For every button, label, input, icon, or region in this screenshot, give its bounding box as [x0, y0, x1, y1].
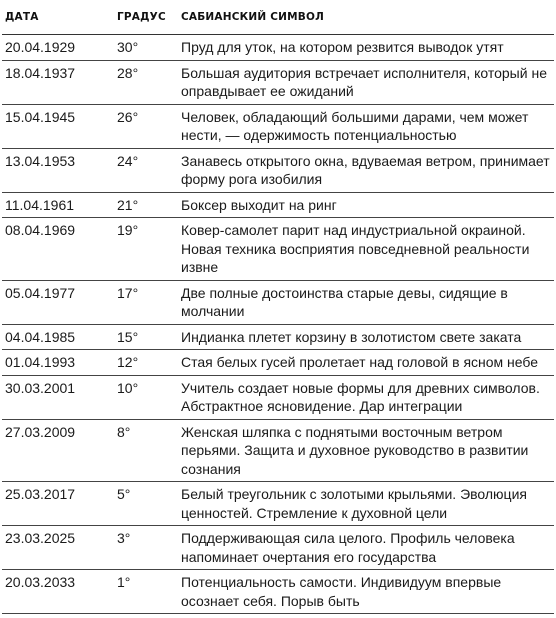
- table-row: [2, 281, 554, 325]
- row-degree: 26°: [117, 108, 139, 125]
- row-date: 08.04.1969: [5, 222, 76, 238]
- row-degree: 12°: [117, 354, 139, 370]
- header-date: ДАТА: [5, 10, 39, 23]
- row-degree: 17°: [117, 284, 139, 301]
- row-symbol: Стая белых гусей пролетает над головой в ясном небе: [181, 354, 539, 370]
- row-date: 15.04.1945: [5, 108, 76, 125]
- table-row: [2, 105, 554, 149]
- row-symbol: Потенциальность самости. Индивидуум впервые осознает себя. Порыв быть: [181, 574, 502, 609]
- table-row: [2, 325, 554, 351]
- row-symbol: Пруд для уток, на котором резвится выводок утят: [181, 39, 504, 55]
- row-degree: 28°: [117, 64, 139, 81]
- table-header: [2, 0, 554, 35]
- row-degree: 8°: [117, 423, 131, 440]
- row-degree: 30°: [117, 39, 139, 55]
- row-degree: 5°: [117, 486, 131, 502]
- row-date: 23.03.2025: [5, 530, 76, 546]
- row-symbol: Занавесь открытого окна, вдуваемая ветром, принимает форму рога изобилия: [181, 152, 550, 187]
- row-degree: 3°: [117, 530, 131, 546]
- row-degree: 21°: [117, 196, 139, 213]
- table-row: [2, 149, 554, 193]
- row-date: 30.03.2001: [5, 379, 76, 396]
- row-symbol: Человек, обладающий большими дарами, чем может нести, — одержимость потенциальностью: [181, 108, 529, 143]
- row-degree: 19°: [117, 222, 139, 238]
- row-symbol: Две полные достоинства старые девы, сидящие в молчании: [181, 284, 508, 319]
- row-symbol: Большая аудитория встречает исполнителя, который не оправдывает ее ожиданий: [181, 64, 547, 99]
- table-row: [2, 570, 554, 614]
- row-symbol: Учитель создает новые формы для древних символов. Абстрактное ясновидение. Дар интеграции: [181, 379, 540, 414]
- row-date: 01.04.1993: [5, 354, 76, 370]
- row-date: 04.04.1985: [5, 328, 76, 345]
- table-row: [2, 35, 554, 61]
- row-degree: 10°: [117, 379, 139, 396]
- row-symbol: Белый треугольник с золотыми крыльями. Эволюция ценностей. Стремление к духовной цели: [181, 486, 527, 521]
- row-symbol: Женская шляпка с поднятыми восточным ветром перьями. Защита и духовное руководство в развитии сознания: [181, 423, 529, 477]
- row-date: 27.03.2009: [5, 423, 76, 440]
- row-date: 25.03.2017: [5, 486, 76, 502]
- table-row: [2, 350, 554, 376]
- table-row: [2, 61, 554, 105]
- row-degree: 15°: [117, 328, 139, 345]
- row-symbol: Поддерживающая сила целого. Профиль человека напоминает очертания его государства: [181, 530, 515, 565]
- row-symbol: Ковер-самолет парит над индустриальной окраиной. Новая техника восприятия повседневной реальности извне: [181, 222, 530, 275]
- row-date: 11.04.1961: [5, 196, 75, 213]
- row-date: 18.04.1937: [5, 64, 76, 81]
- row-date: 20.03.2033: [5, 574, 76, 590]
- header-symbol: САБИАНСКИЙ СИМВОЛ: [181, 10, 325, 23]
- row-symbol: Боксер выходит на ринг: [181, 196, 337, 213]
- header-degree: ГРАДУС: [117, 10, 166, 23]
- table-row: [2, 376, 554, 420]
- row-date: 05.04.1977: [5, 284, 76, 301]
- table-row: [2, 218, 554, 281]
- table-row: [2, 482, 554, 526]
- table-row: [2, 193, 554, 219]
- row-degree: 1°: [117, 574, 131, 590]
- row-date: 13.04.1953: [5, 152, 76, 169]
- table-row: [2, 420, 554, 483]
- table-row: [2, 526, 554, 570]
- row-date: 20.04.1929: [5, 39, 76, 55]
- row-symbol: Индианка плетет корзину в золотистом свете заката: [181, 328, 522, 345]
- sabian-symbols-table: [2, 0, 554, 614]
- row-degree: 24°: [117, 152, 139, 169]
